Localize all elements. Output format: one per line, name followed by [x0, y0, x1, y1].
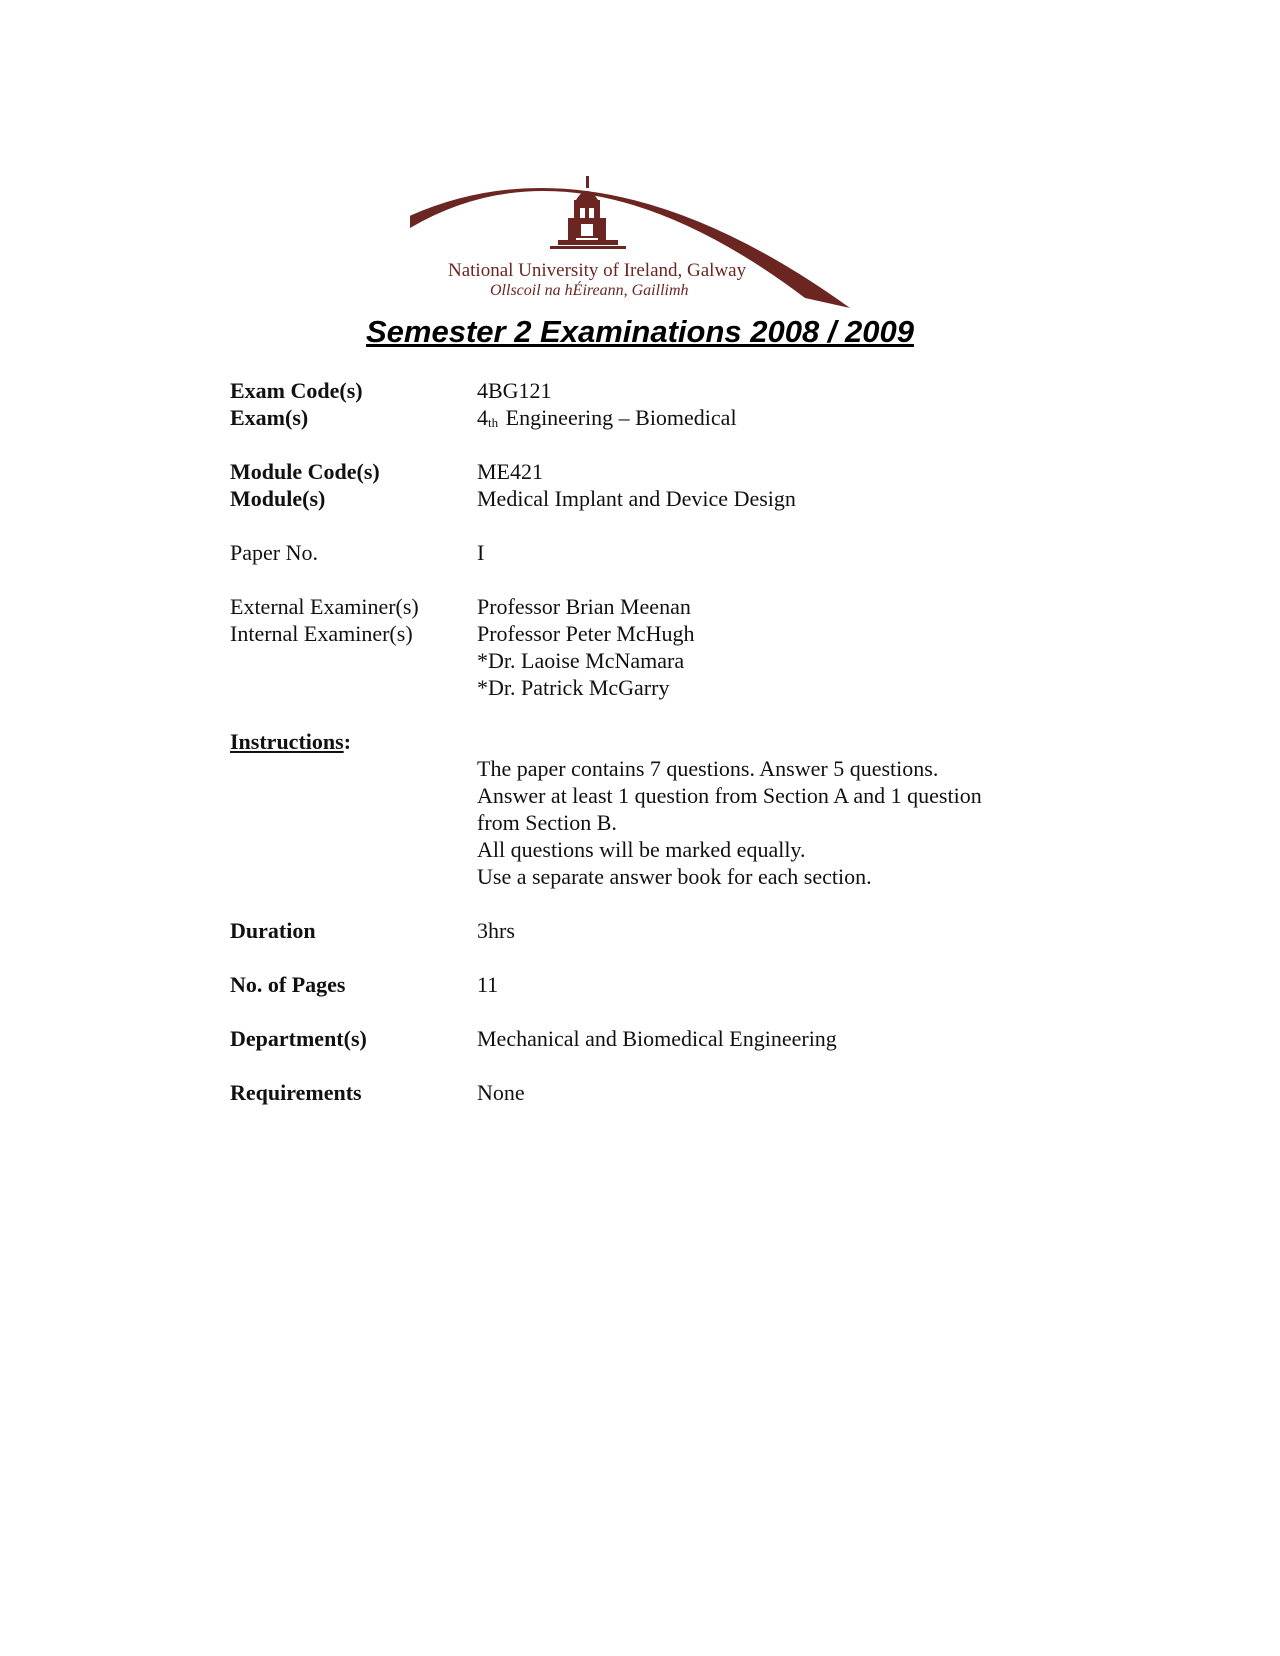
instruction-line: Answer at least 1 question from Section A and 1 question: [477, 783, 982, 808]
external-examiners-value: Professor Brian Meenan: [477, 594, 691, 619]
requirements-value: None: [477, 1080, 525, 1105]
instructions-label-text: Instructions: [230, 729, 344, 754]
internal-examiners-list: [477, 620, 695, 701]
logo-line-1: National University of Ireland, Galway: [448, 260, 747, 281]
exams-value: [477, 404, 737, 434]
exams-value-number: 4: [477, 405, 488, 430]
internal-examiner-item: *Dr. Laoise McNamara: [477, 648, 685, 673]
requirements-label: Requirements: [230, 1080, 362, 1105]
module-codes-label: Module Code(s): [230, 459, 380, 484]
paper-no-label: Paper No.: [230, 540, 318, 565]
logo-tower: [550, 176, 626, 249]
duration-value: 3hrs: [477, 918, 515, 943]
no-of-pages-value: 11: [477, 972, 499, 997]
nuig-crest-icon: [410, 168, 860, 318]
instruction-line: All questions will be marked equally.: [477, 837, 806, 862]
page-title: Semester 2 Examinations 2008 / 2009: [366, 314, 914, 349]
instructions-list: [477, 755, 982, 890]
departments-value: Mechanical and Biomedical Engineering: [477, 1026, 837, 1051]
internal-examiners-label: Internal Examiner(s): [230, 621, 413, 646]
paper-no-value: I: [477, 540, 485, 565]
modules-value: Medical Implant and Device Design: [477, 486, 796, 511]
internal-examiner-item: Professor Peter McHugh: [477, 621, 695, 646]
departments-label: Department(s): [230, 1026, 367, 1051]
modules-label: Module(s): [230, 486, 326, 511]
external-examiners-label: External Examiner(s): [230, 594, 419, 619]
no-of-pages-label: No. of Pages: [230, 972, 346, 997]
instruction-line: from Section B.: [477, 810, 617, 835]
duration-label: Duration: [230, 918, 316, 943]
exam-codes-value: 4BG121: [477, 378, 552, 403]
exam-codes-label: Exam Code(s): [230, 378, 363, 403]
module-codes-value: ME421: [477, 459, 543, 484]
instruction-line: The paper contains 7 questions. Answer 5 questions.: [477, 756, 939, 781]
exams-value-ordinal: th: [488, 415, 499, 430]
internal-examiner-item: *Dr. Patrick McGarry: [477, 675, 670, 700]
university-logo: [410, 168, 860, 318]
logo-line-2: Ollscoil na hÉireann, Gaillimh: [490, 282, 689, 299]
instruction-line: Use a separate answer book for each section.: [477, 864, 872, 889]
exams-value-text: Engineering – Biomedical: [500, 405, 737, 430]
instructions-label-colon: :: [343, 729, 352, 754]
exams-label: Exam(s): [230, 405, 309, 430]
instructions-label: [230, 728, 351, 755]
